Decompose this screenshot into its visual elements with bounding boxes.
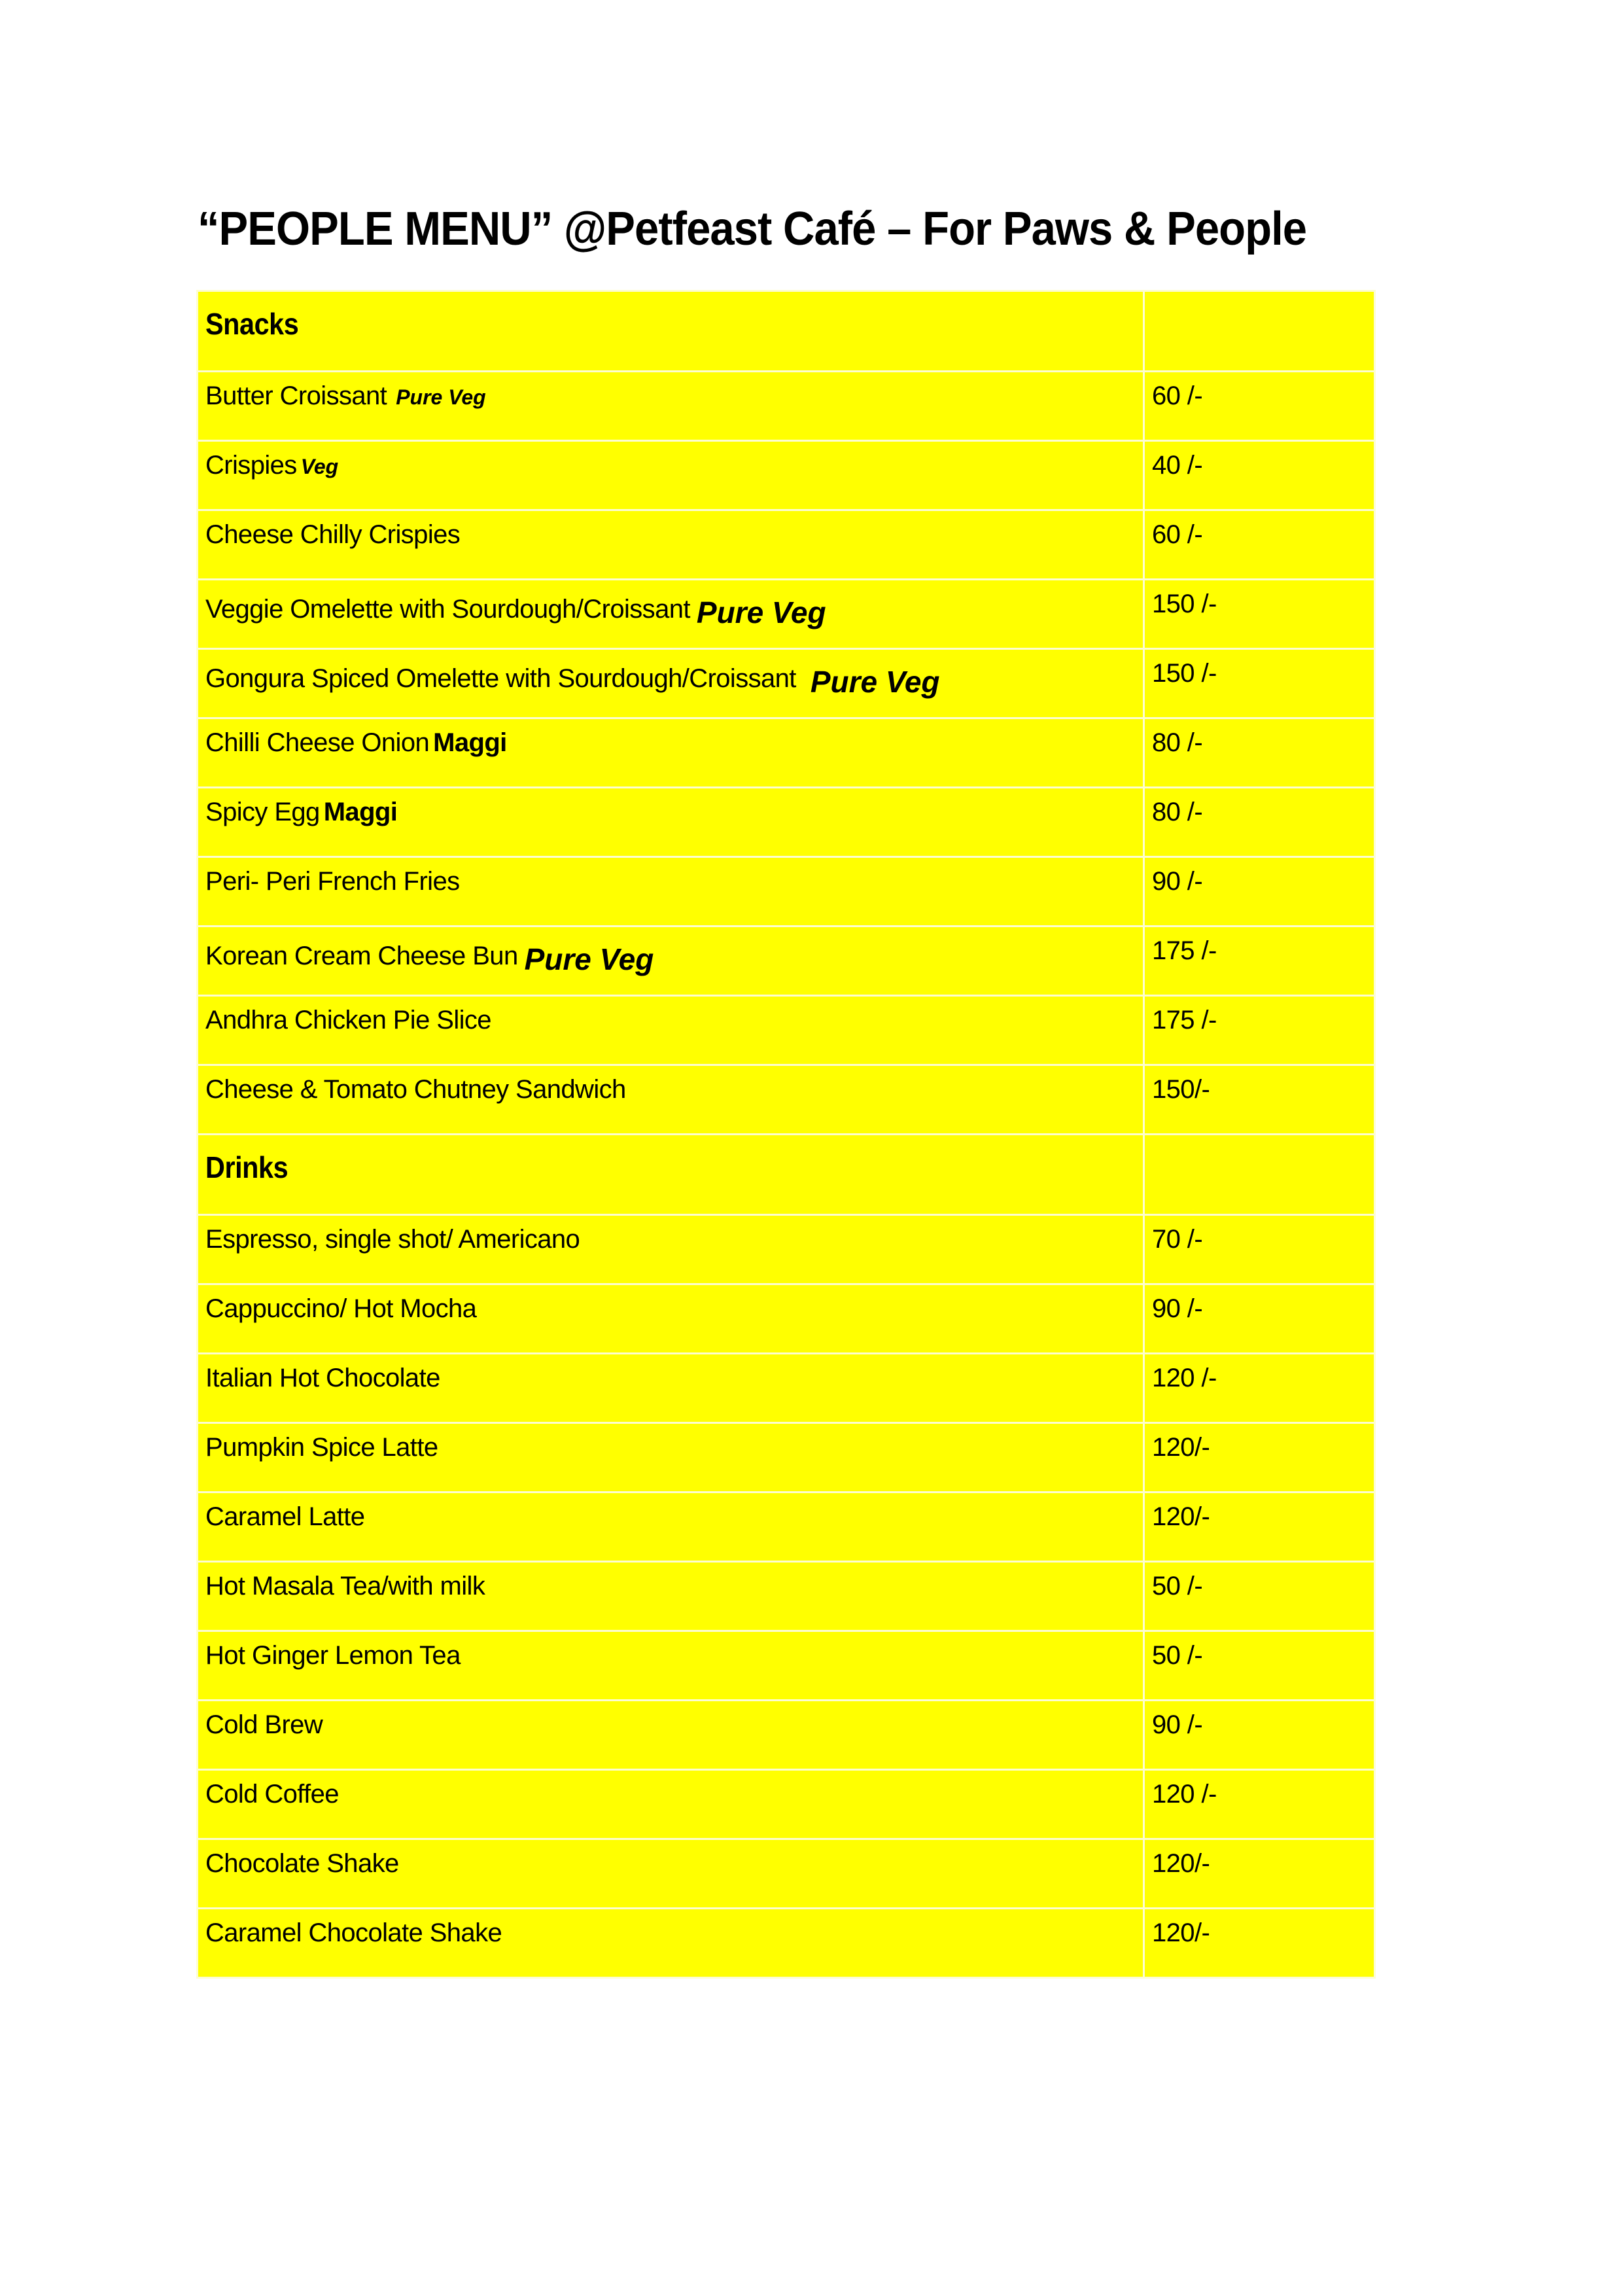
item-price: 120/- (1152, 1502, 1210, 1531)
item-name: Hot Masala Tea/with milk (205, 1572, 485, 1600)
menu-row (198, 1215, 1375, 1284)
item-name: Chilli Cheese Onion (205, 728, 430, 757)
menu-row (198, 1631, 1375, 1701)
item-cell (198, 580, 1144, 649)
menu-row (198, 441, 1375, 510)
item-cell (198, 857, 1144, 927)
item-cell (198, 1839, 1144, 1909)
item-cell (198, 1065, 1144, 1135)
price-cell (1144, 441, 1375, 510)
item-name: Andhra Chicken Pie Slice (205, 1006, 491, 1034)
item-price: 80 /- (1152, 728, 1203, 757)
menu-row (198, 1423, 1375, 1492)
item-price: 40 /- (1152, 451, 1203, 480)
item-price: 175 /- (1152, 936, 1217, 965)
price-cell (1144, 649, 1375, 718)
menu-row (198, 510, 1375, 580)
section-header-drinks (198, 1135, 1375, 1215)
item-price: 150 /- (1152, 659, 1217, 688)
item-name: Caramel Chocolate Shake (205, 1918, 502, 1947)
item-price: 120/- (1152, 1918, 1210, 1947)
item-name: Butter Croissant (205, 381, 387, 410)
item-cell (198, 996, 1144, 1065)
item-price: 120 /- (1152, 1364, 1217, 1392)
section-label: Snacks (205, 307, 299, 341)
item-name: Korean Cream Cheese Bun (205, 942, 518, 970)
price-cell (1144, 1423, 1375, 1492)
item-cell (198, 1354, 1144, 1423)
menu-row (198, 927, 1375, 996)
price-cell (1144, 1839, 1375, 1909)
pure-veg-tag: Pure Veg (524, 942, 654, 976)
price-cell (1144, 857, 1375, 927)
price-cell (1144, 372, 1375, 441)
price-cell (1144, 1770, 1375, 1839)
item-cell (198, 649, 1144, 718)
menu-row (198, 1354, 1375, 1423)
item-cell (198, 788, 1144, 857)
item-cell (198, 372, 1144, 441)
item-cell (198, 1284, 1144, 1354)
price-cell (1144, 580, 1375, 649)
item-cell (198, 1701, 1144, 1770)
menu-row (198, 718, 1375, 788)
menu-row (198, 1562, 1375, 1631)
item-cell (198, 1215, 1144, 1284)
pure-veg-tag: Pure Veg (810, 665, 940, 699)
page-title: “PEOPLE MENU” @Petfeast Café – For Paws & People (198, 203, 1307, 255)
price-cell (1144, 1492, 1375, 1562)
item-cell (198, 927, 1144, 996)
pure-veg-tag: Pure Veg (696, 595, 826, 629)
item-price: 70 /- (1152, 1225, 1203, 1254)
menu-row (198, 372, 1375, 441)
item-name: Cold Coffee (205, 1780, 339, 1809)
item-name: Caramel Latte (205, 1502, 365, 1531)
item-name: Peri- Peri French Fries (205, 867, 460, 896)
item-name: Pumpkin Spice Latte (205, 1433, 438, 1462)
price-cell (1144, 1284, 1375, 1354)
item-price: 90 /- (1152, 1710, 1203, 1739)
item-price: 60 /- (1152, 520, 1203, 549)
item-cell (198, 1562, 1144, 1631)
menu-row (198, 857, 1375, 927)
menu-row (198, 580, 1375, 649)
item-price: 60 /- (1152, 381, 1203, 410)
item-price: 120 /- (1152, 1780, 1217, 1809)
price-cell (1144, 927, 1375, 996)
price-cell (1144, 1701, 1375, 1770)
item-price: 175 /- (1152, 1006, 1217, 1034)
price-cell (1144, 996, 1375, 1065)
price-cell (1144, 1631, 1375, 1701)
item-name: Espresso, single shot/ Americano (205, 1225, 580, 1254)
price-cell (1144, 510, 1375, 580)
item-name: Veggie Omelette with Sourdough/Croissant (205, 595, 690, 624)
item-price: 120/- (1152, 1849, 1210, 1878)
maggi-tag: Maggi (323, 798, 398, 826)
section-price-cell (1144, 1135, 1375, 1215)
menu-row (198, 1284, 1375, 1354)
item-cell (198, 1423, 1144, 1492)
menu-row (198, 1909, 1375, 1978)
price-cell (1144, 1562, 1375, 1631)
veg-tag: Veg (300, 455, 339, 478)
item-cell (198, 1909, 1144, 1978)
section-label: Drinks (205, 1150, 288, 1184)
item-name: Italian Hot Chocolate (205, 1364, 440, 1392)
item-cell (198, 510, 1144, 580)
item-name: Cheese & Tomato Chutney Sandwich (205, 1075, 626, 1104)
item-cell (198, 441, 1144, 510)
item-price: 50 /- (1152, 1572, 1203, 1600)
menu-table (196, 290, 1376, 1979)
item-price: 90 /- (1152, 867, 1203, 896)
item-price: 50 /- (1152, 1641, 1203, 1670)
item-price: 80 /- (1152, 798, 1203, 826)
item-name: Cold Brew (205, 1710, 323, 1739)
item-price: 150/- (1152, 1075, 1210, 1104)
veg-tag: Pure Veg (396, 385, 486, 409)
item-name: Chocolate Shake (205, 1849, 399, 1878)
price-cell (1144, 1909, 1375, 1978)
maggi-tag: Maggi (433, 728, 507, 757)
section-label-cell (198, 291, 1144, 372)
item-cell (198, 1492, 1144, 1562)
price-cell (1144, 718, 1375, 788)
item-name: Spicy Egg (205, 798, 320, 826)
item-price: 120/- (1152, 1433, 1210, 1462)
price-cell (1144, 1065, 1375, 1135)
item-name: Hot Ginger Lemon Tea (205, 1641, 461, 1670)
price-cell (1144, 1215, 1375, 1284)
menu-row (198, 1701, 1375, 1770)
item-name: Gongura Spiced Omelette with Sourdough/Croissant (205, 664, 796, 693)
menu-row (198, 996, 1375, 1065)
section-label-cell (198, 1135, 1144, 1215)
section-price-cell (1144, 291, 1375, 372)
menu-row (198, 1492, 1375, 1562)
section-header-snacks (198, 291, 1375, 372)
item-name: Cappuccino/ Hot Mocha (205, 1294, 477, 1323)
menu-row (198, 1065, 1375, 1135)
item-cell (198, 1770, 1144, 1839)
menu-row (198, 1770, 1375, 1839)
price-cell (1144, 1354, 1375, 1423)
item-name: Cheese Chilly Crispies (205, 520, 461, 549)
item-cell (198, 718, 1144, 788)
item-price: 150 /- (1152, 590, 1217, 618)
item-price: 90 /- (1152, 1294, 1203, 1323)
menu-row (198, 788, 1375, 857)
menu-row (198, 1839, 1375, 1909)
menu-row (198, 649, 1375, 718)
item-cell (198, 1631, 1144, 1701)
item-name: Crispies (205, 451, 297, 480)
price-cell (1144, 788, 1375, 857)
